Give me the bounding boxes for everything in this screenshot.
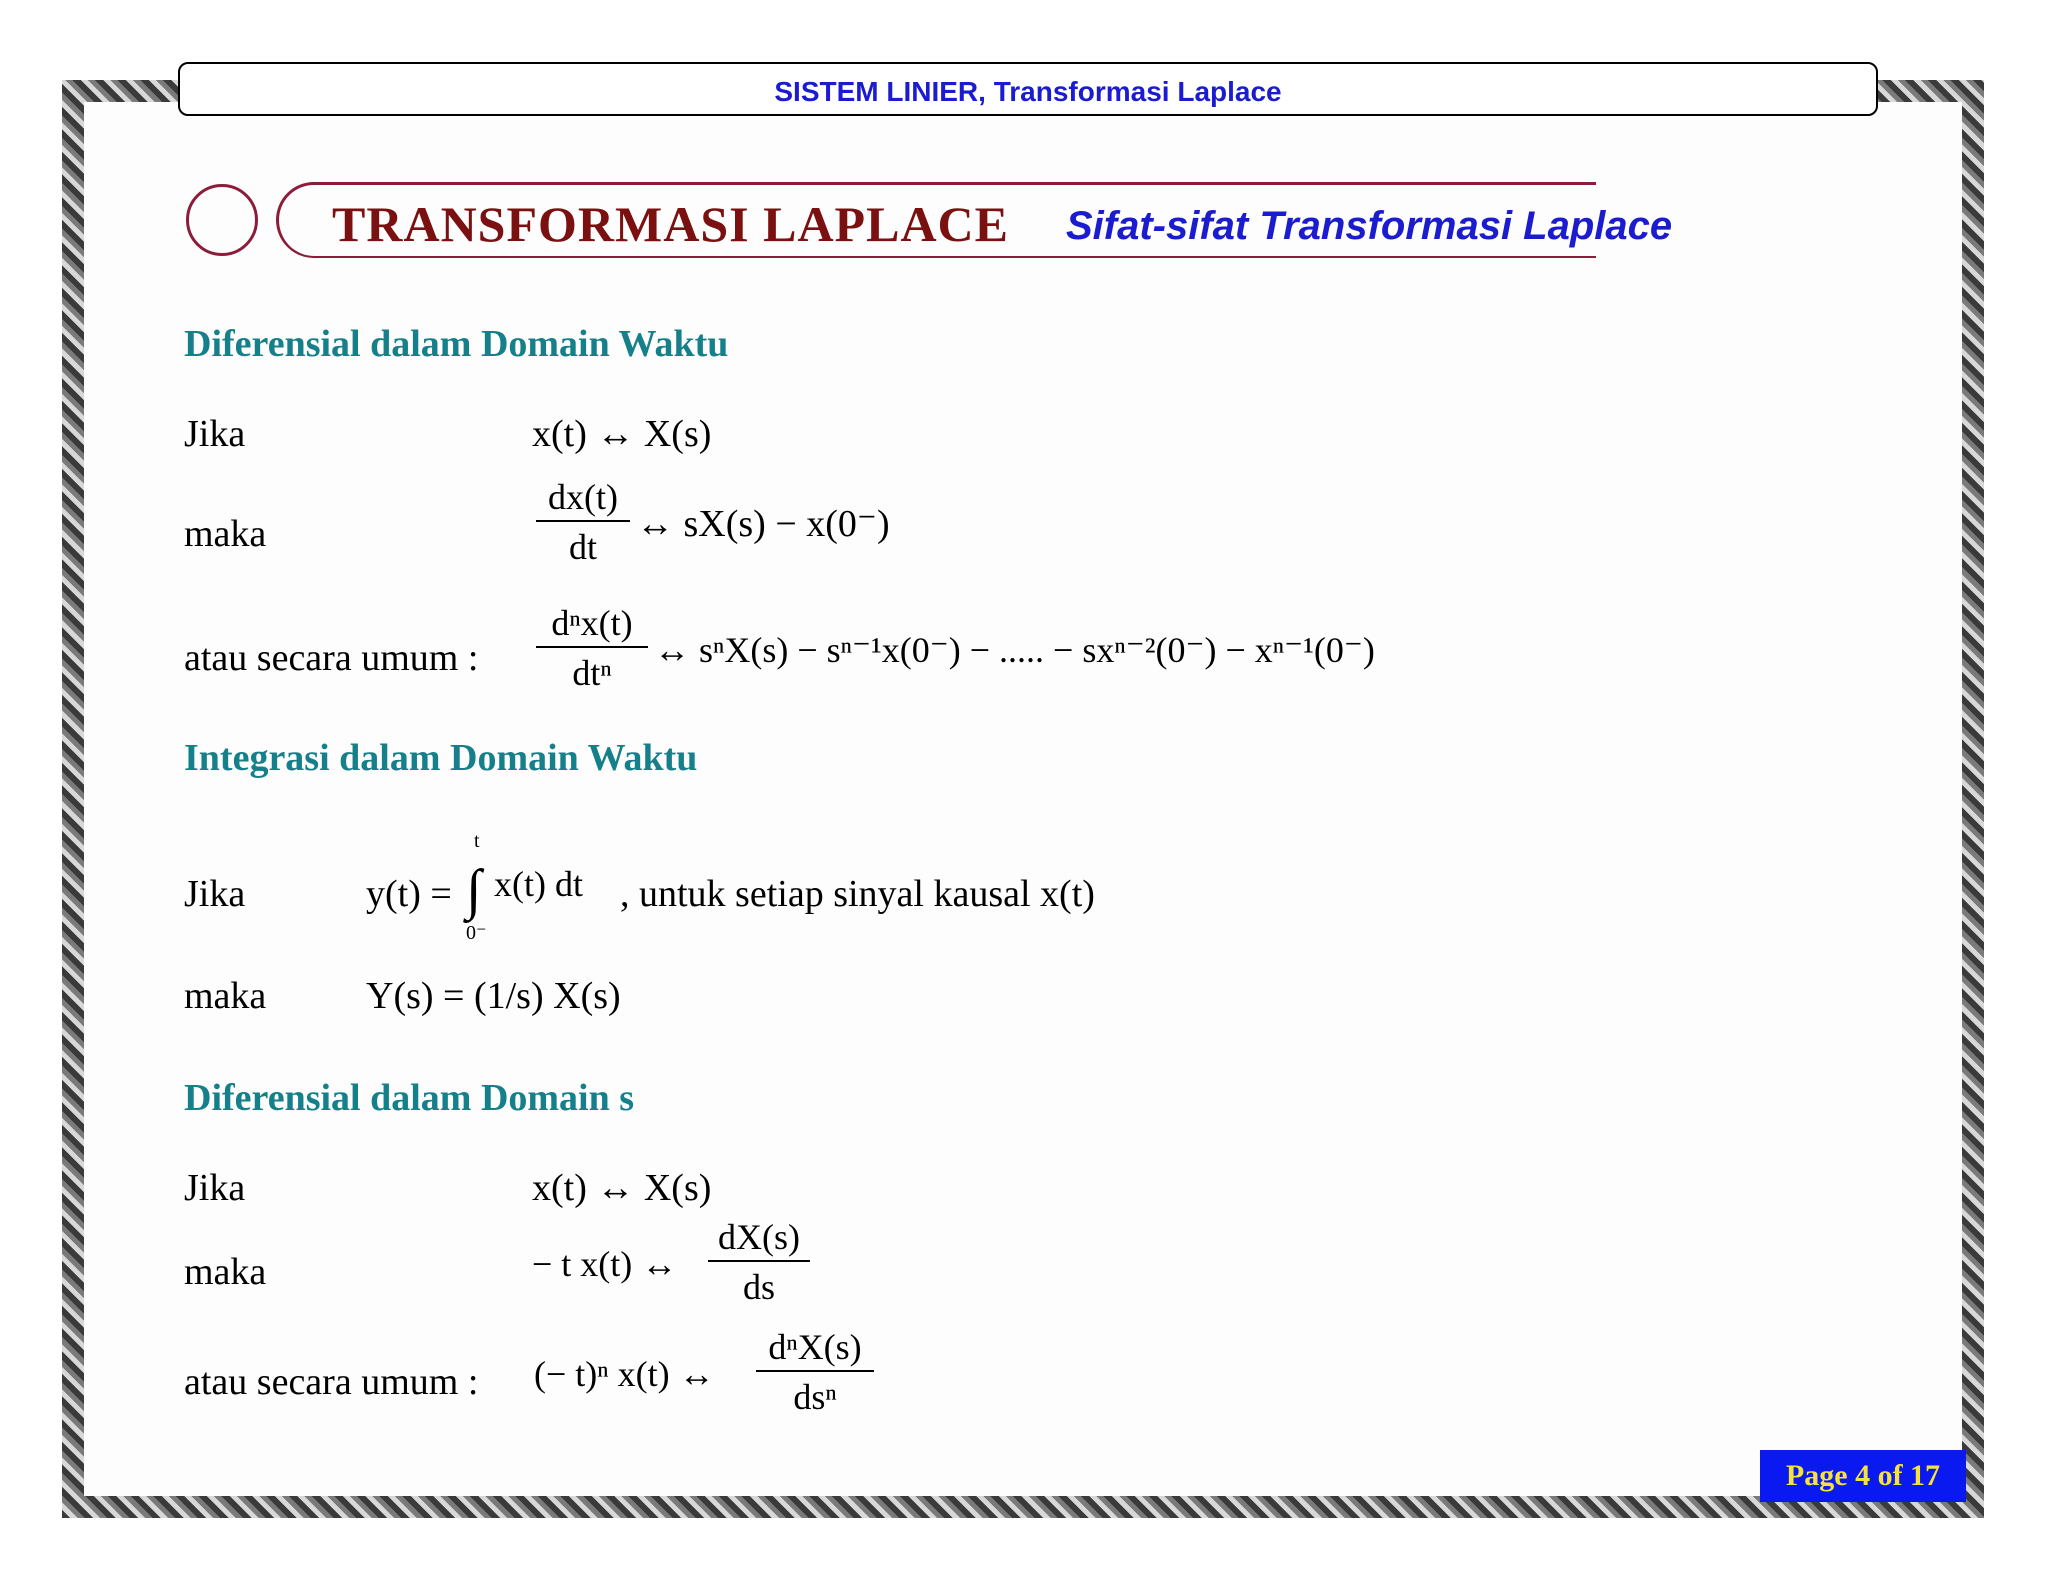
page-indicator: Page 4 of 17 bbox=[1760, 1450, 1966, 1502]
section-heading-diff-s: Diferensial dalam Domain s bbox=[184, 1077, 635, 1119]
fraction-denominator: dtⁿ bbox=[572, 653, 612, 693]
fraction-dX-ds bbox=[708, 1216, 810, 1308]
section-heading-int-time: Integrasi dalam Domain Waktu bbox=[184, 737, 698, 779]
maka-expression: Y(s) = (1/s) X(s) bbox=[366, 975, 621, 1017]
maka-label: maka bbox=[184, 513, 267, 555]
page-frame bbox=[62, 80, 1984, 1518]
page-subtitle: Sifat-sifat Transformasi Laplace bbox=[1066, 204, 1673, 248]
jika-expression: x(t) ↔ X(s) bbox=[532, 413, 712, 455]
fraction-numerator: dⁿX(s) bbox=[756, 1326, 874, 1372]
fraction-numerator: dX(s) bbox=[708, 1216, 810, 1262]
umum-label: atau secara umum : bbox=[184, 637, 479, 679]
fraction-denominator: dsⁿ bbox=[793, 1377, 837, 1417]
maka-lhs: − t x(t) ↔ bbox=[532, 1244, 678, 1284]
integral-sign: ∫ bbox=[466, 859, 482, 921]
maka-label: maka bbox=[184, 975, 267, 1017]
integral-lower-limit: 0⁻ bbox=[466, 922, 487, 944]
jika-label: Jika bbox=[184, 873, 246, 915]
umum-label: atau secara umum : bbox=[184, 1361, 479, 1403]
integral-upper-limit: t bbox=[474, 830, 480, 852]
integral-lhs: y(t) = bbox=[366, 873, 452, 915]
maka-rhs: ↔ sX(s) − x(0⁻) bbox=[636, 503, 890, 545]
fraction-dnx-dtn bbox=[536, 602, 648, 694]
jika-label: Jika bbox=[184, 413, 246, 455]
fraction-numerator: dx(t) bbox=[536, 476, 630, 522]
fraction-denominator: dt bbox=[568, 527, 597, 567]
fraction-dnX-dsn bbox=[756, 1326, 874, 1418]
header-title: SISTEM LINIER, Transformasi Laplace bbox=[774, 76, 1282, 107]
integrand: x(t) dt bbox=[494, 864, 583, 904]
section-heading-diff-time: Diferensial dalam Domain Waktu bbox=[184, 323, 729, 365]
fraction-dx-dt bbox=[536, 476, 630, 568]
umum-rhs: ↔ sⁿX(s) − sⁿ⁻¹x(0⁻) − ..... − sxⁿ⁻²(0⁻) − xⁿ⁻¹(0⁻) bbox=[654, 630, 1375, 670]
jika-expression: x(t) ↔ X(s) bbox=[532, 1167, 712, 1209]
fraction-denominator: ds bbox=[742, 1267, 775, 1307]
jika-label: Jika bbox=[184, 1167, 246, 1209]
header-bar bbox=[178, 62, 1878, 116]
maka-label: maka bbox=[184, 1251, 267, 1293]
umum-lhs: (− t)ⁿ x(t) ↔ bbox=[534, 1354, 715, 1394]
integral-condition: , untuk setiap sinyal kausal x(t) bbox=[620, 873, 1095, 915]
page-title: TRANSFORMASI LAPLACE bbox=[332, 196, 1010, 252]
title-circle-ornament bbox=[186, 184, 258, 256]
fraction-numerator: dⁿx(t) bbox=[536, 602, 648, 648]
